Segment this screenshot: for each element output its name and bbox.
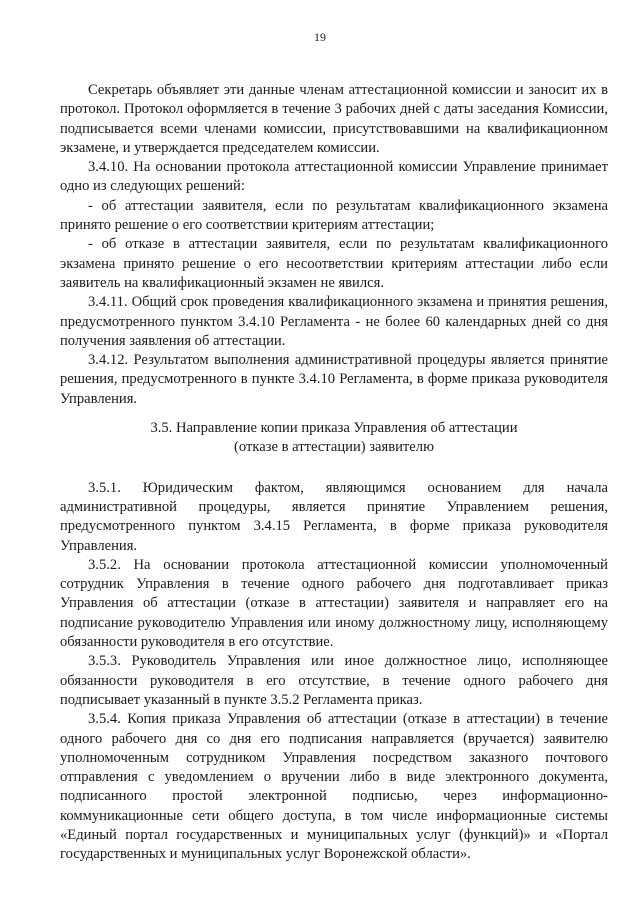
paragraph-secretary: Секретарь объявляет эти данные членам аттестационной комиссии и заносит их в протокол. Протокол оформляется в течение 3 рабочих дней с даты заседания Комиссии, подписывается всеми членами комиссии, присутствовавшими на квалификационном экзамене, и утверждается председателем комиссии. (60, 82, 608, 156)
section-heading-line-2: (отказе в аттестации) заявителю (234, 439, 434, 456)
paragraph-3-5-4: 3.5.4. Копия приказа Управления об аттестации (отказе в аттестации) в течение одного рабочего дня со дня его подписания направляется (вручается) заявителю уполномоченным сотрудником Управления посредством заказного почтового отправления с уведомлением о вручении либо в виде электронного документа, подписанного простой электронной подписью, через информационно-коммуникационные сети общего доступа, в том числе информационные системы «Единый портал государственных и муниципальных услуг (функций)» и «Портал государственных и муниципальных услуг Воронежской области». (60, 711, 608, 863)
document-body (60, 81, 608, 865)
paragraph-3-4-10: 3.4.10. На основании протокола аттестационной комиссии Управление принимает одно из следующих решений: (60, 159, 608, 195)
paragraph-3-5-2: 3.5.2. На основании протокола аттестационной комиссии уполномоченный сотрудник Управления в течение одного рабочего дня подготавливает приказ Управления об аттестации (отказе в аттестации) заявителя и направляет его на подписание руководителю Управления или иному должностному лицу, исполняющему обязанности руководителя в его отсутствие. (60, 556, 608, 651)
paragraph-decision-refuse: - об отказе в аттестации заявителя, если по результатам квалификационного экзамена принято решение о его несоответствии критериям аттестации либо если заявитель на квалификационный экзамен не явился. (60, 236, 608, 291)
paragraph-decision-attest: - об аттестации заявителя, если по результатам квалификационного экзамена принято решение о его соответствии критериям аттестации; (60, 197, 608, 234)
section-heading-line-1: 3.5. Направление копии приказа Управления об аттестации (150, 420, 518, 437)
section-heading-3-5 (60, 419, 608, 458)
page-number: 19 (314, 30, 326, 44)
paragraph-3-4-11: 3.4.11. Общий срок проведения квалификационного экзамена и принятия решения, предусмотренного пунктом 3.4.10 Регламента - не более 60 календарных дней со дня получения заявления об аттестации. (60, 294, 608, 349)
paragraph-3-5-1: 3.5.1. Юридическим фактом, являющимся основанием для начала административной процедуры, является принятие Управлением решения, предусмотренного пунктом 3.4.15 Регламента, в форме приказа руководителя Управления. (60, 479, 608, 554)
paragraph-3-4-12: 3.4.12. Результатом выполнения административной процедуры является принятие решения, предусмотренного в пункте 3.4.10 Регламента, в форме приказа руководителя Управления. (60, 352, 608, 407)
paragraph-3-5-3: 3.5.3. Руководитель Управления или иное должностное лицо, исполняющее обязанности руководителя в его отсутствие, в течение одного рабочего дня подписывает указанный в пункте 3.5.2 Регламента приказ. (60, 653, 608, 708)
